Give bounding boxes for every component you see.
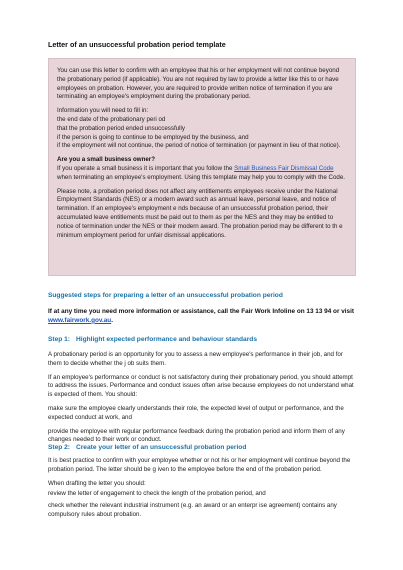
step2-paragraph: It is best practice to confirm with your employee whether or not his or her employment will continue beyond the probation period. The letter should be g iven to the employee before the end of the probation period. [48, 457, 351, 473]
infoline-period: . [111, 316, 113, 324]
fill-in-line: that the probation period ended unsuccessfully [57, 124, 185, 132]
fairwork-link[interactable]: www.fairwork.gov.au [48, 316, 112, 324]
fill-in-line: if the employment will not continue, the period of notice of termination (or payment in lieu of that notice). [57, 142, 341, 150]
nes-note-paragraph: Please note, a probation period does not affect any entitlements employees receive under the National Employment Standards (NES) or a modern award such as annual leave, personal leave, and notice of termination. If an employee's employment e nds because of an unsuccessful probation period, their accumulated leave entitlements must be paid out to them as per the NES and they may be entitled to notice of termination under the NES or their modern award. The probation period may be different to th e minimum employment period for unfair dismissal applications. [57, 187, 343, 239]
step2-paragraph: check whether the relevant industrial instrument (e.g. an award or an enterpr ise agreement) contains any compulsory rules about probation. [48, 502, 337, 518]
step1-paragraph: A probationary period is an opportunity for you to assess a new employee's performance in their job, and for them to decide whether the j ob suits them. [48, 351, 343, 367]
infoline-text: If at any time you need more information or assistance, call the Fair Work Infoline on 13 13 94 or visit [48, 308, 355, 315]
small-business-text-after: when terminating an employee's employment. Using this template may help you to comply with the Code. [57, 173, 346, 181]
step2-paragraph: review the letter of engagement to check the length of the probation period, and [48, 490, 266, 498]
small-business-heading: Are you a small business owner? [57, 156, 155, 164]
step1-paragraph: provide the employee with regular performance feedback during the probation period and inform them of any changes needed to their work or conduct. [48, 427, 345, 444]
step2-title: Create your letter of an unsuccessful probation period [75, 444, 247, 451]
fill-in-line: the end date of the probationary peri od [57, 115, 166, 123]
infoline-section [48, 308, 358, 331]
fill-in-line: Information you will need to fill in: [57, 107, 149, 115]
suggested-steps-heading: Suggested steps for preparing a letter of an unsuccessful probation period [48, 292, 283, 299]
step1-label: Step 1: [48, 336, 70, 343]
intro-paragraph: You can use this letter to confirm with an employee that his or her employment will not continue beyond the probationary period (if applicable). You are not required by law to provide a letter like this to or have employees on probation. However, you are required to provide written notice of termination if you are terminating an employee's employment during the probationary period. [57, 67, 340, 101]
step2-paragraph: When drafting the letter you should: [48, 479, 146, 487]
step1-section [48, 336, 358, 450]
suggested-steps-section [48, 292, 358, 299]
step1-paragraph: make sure the employee clearly understands their role, the expected level of output or performance, and the expected conduct at work, and [48, 404, 344, 421]
small-business-paragraph [57, 156, 347, 182]
infoline-paragraph [48, 308, 358, 326]
info-box [48, 58, 356, 276]
fill-in-list [57, 107, 347, 151]
step1-heading [48, 336, 358, 343]
step1-paragraph: If an employee's performance or conduct is not satisfactory during their probationary period, you should attempt to address the issues. Performance and conduct issues often arise because employees do not understand what is expected of them. You should: [48, 373, 354, 399]
step2-section [48, 444, 358, 525]
fill-in-line: if the person is going to continue to be employed by the business, and [57, 133, 249, 141]
step1-title: Highlight expected performance and behaviour standards [75, 336, 257, 343]
document-title: Letter of an unsuccessful probation period template [48, 40, 226, 49]
small-business-code-link[interactable]: Small Business Fair Dismissal Code [234, 164, 334, 172]
small-business-text-before: If you operate a small business it is important that you follow the [57, 164, 233, 172]
step2-label: Step 2: [48, 444, 70, 451]
step2-heading [48, 444, 358, 451]
